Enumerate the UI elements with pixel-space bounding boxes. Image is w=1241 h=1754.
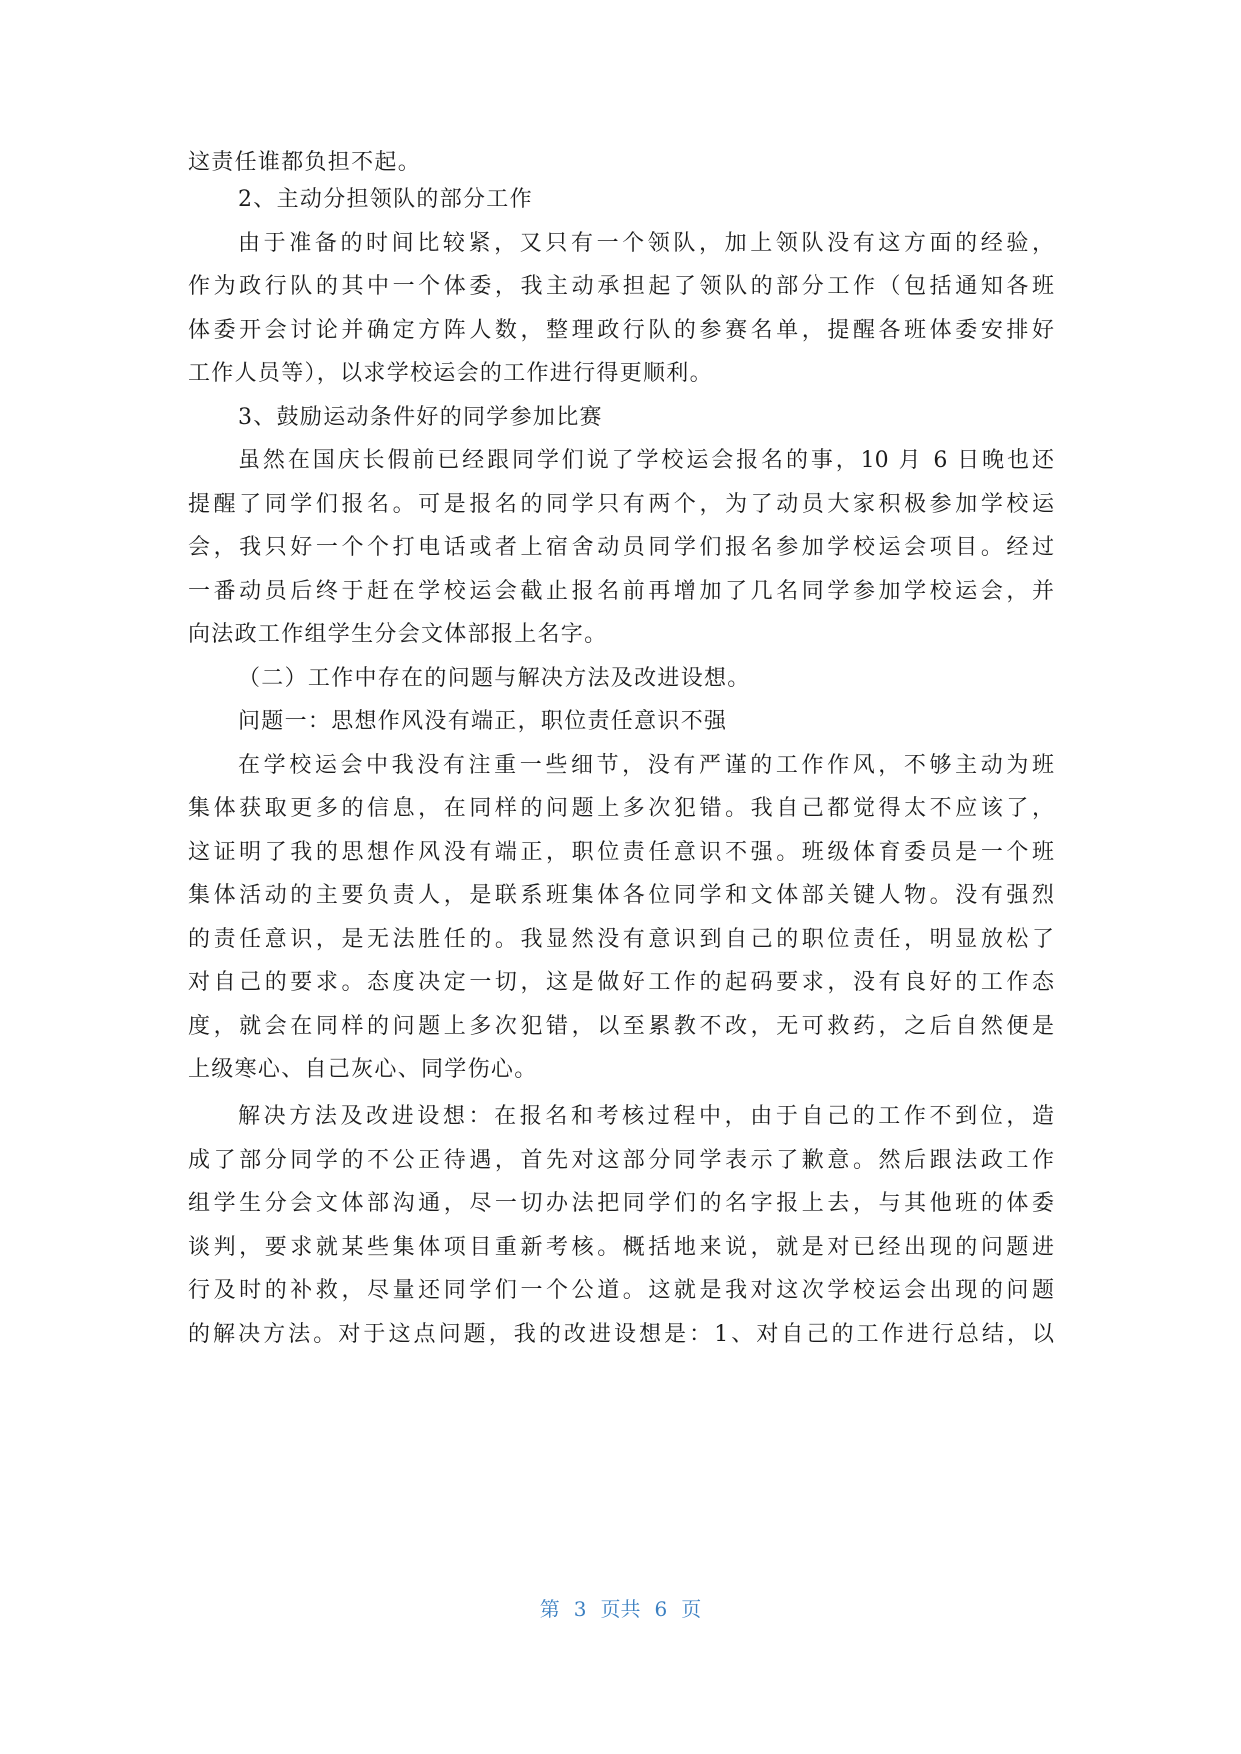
paragraph-line: 谈判，要求就某些集体项目重新考核。概括地来说，就是对已经出现的问题进 xyxy=(188,1235,1054,1260)
paragraph-line: 这责任谁都负担不起。 xyxy=(188,150,422,175)
paragraph-line: 虽然在国庆长假前已经跟同学们说了学校运会报名的事，10 月 6 日晚也还 xyxy=(238,448,1054,473)
footer-current-page: 3 xyxy=(573,1597,587,1621)
paragraph-line: 度，就会在同样的问题上多次犯错，以至累教不改，无可救药，之后自然便是 xyxy=(188,1014,1054,1039)
paragraph-line: 成了部分同学的不公正待遇，首先对这部分同学表示了歉意。然后跟法政工作 xyxy=(188,1148,1054,1173)
paragraph-line: 对自己的要求。态度决定一切，这是做好工作的起码要求，没有良好的工作态 xyxy=(188,970,1054,995)
section-heading: （二）工作中存在的问题与解决方法及改进设想。 xyxy=(238,666,751,691)
paragraph-line: 会，我只好一个个打电话或者上宿舍动员同学们报名参加学校运会项目。经过 xyxy=(188,535,1054,560)
paragraph-line: 作为政行队的其中一个体委，我主动承担起了领队的部分工作（包括通知各班 xyxy=(188,274,1054,299)
section-heading: 问题一：思想作风没有端正，职位责任意识不强 xyxy=(238,709,728,734)
paragraph-line: 由于准备的时间比较紧，又只有一个领队，加上领队没有这方面的经验， xyxy=(238,231,1054,256)
paragraph-line: 向法政工作组学生分会文体部报上名字。 xyxy=(188,622,608,647)
paragraph-line: 体委开会讨论并确定方阵人数，整理政行队的参赛名单，提醒各班体委安排好 xyxy=(188,318,1054,343)
paragraph-line: 集体获取更多的信息，在同样的问题上多次犯错。我自己都觉得太不应该了， xyxy=(188,796,1054,821)
paragraph-line: 这证明了我的思想作风没有端正，职位责任意识不强。班级体育委员是一个班 xyxy=(188,840,1054,865)
page-footer xyxy=(0,1596,1241,1622)
paragraph-line: 组学生分会文体部沟通，尽一切办法把同学们的名字报上去，与其他班的体委 xyxy=(188,1191,1054,1216)
paragraph-line: 集体活动的主要负责人，是联系班集体各位同学和文体部关键人物。没有强烈 xyxy=(188,883,1054,908)
footer-total-pages: 6 xyxy=(654,1597,668,1621)
paragraph-line: 在学校运会中我没有注重一些细节，没有严谨的工作作风，不够主动为班 xyxy=(238,753,1054,778)
section-heading: 2、主动分担领队的部分工作 xyxy=(238,187,533,212)
section-heading: 3、鼓励运动条件好的同学参加比赛 xyxy=(238,405,603,430)
paragraph-line: 行及时的补救，尽量还同学们一个公道。这就是我对这次学校运会出现的问题 xyxy=(188,1278,1054,1303)
paragraph-line: 的解决方法。对于这点问题，我的改进设想是：1、对自己的工作进行总结，以 xyxy=(188,1322,1054,1347)
footer-prefix: 第 xyxy=(539,1597,560,1621)
paragraph-line: 解决方法及改进设想：在报名和考核过程中，由于自己的工作不到位，造 xyxy=(238,1104,1054,1129)
footer-suffix: 页 xyxy=(681,1597,702,1621)
paragraph-line: 上级寒心、自己灰心、同学伤心。 xyxy=(188,1057,538,1082)
paragraph-line: 一番动员后终于赶在学校运会截止报名前再增加了几名同学参加学校运会，并 xyxy=(188,579,1054,604)
paragraph-line: 工作人员等），以求学校运会的工作进行得更顺利。 xyxy=(188,361,713,386)
paragraph-line: 提醒了同学们报名。可是报名的同学只有两个，为了动员大家积极参加学校运 xyxy=(188,492,1054,517)
paragraph-line: 的责任意识，是无法胜任的。我显然没有意识到自己的职位责任，明显放松了 xyxy=(188,927,1054,952)
footer-middle: 页共 xyxy=(600,1597,641,1621)
